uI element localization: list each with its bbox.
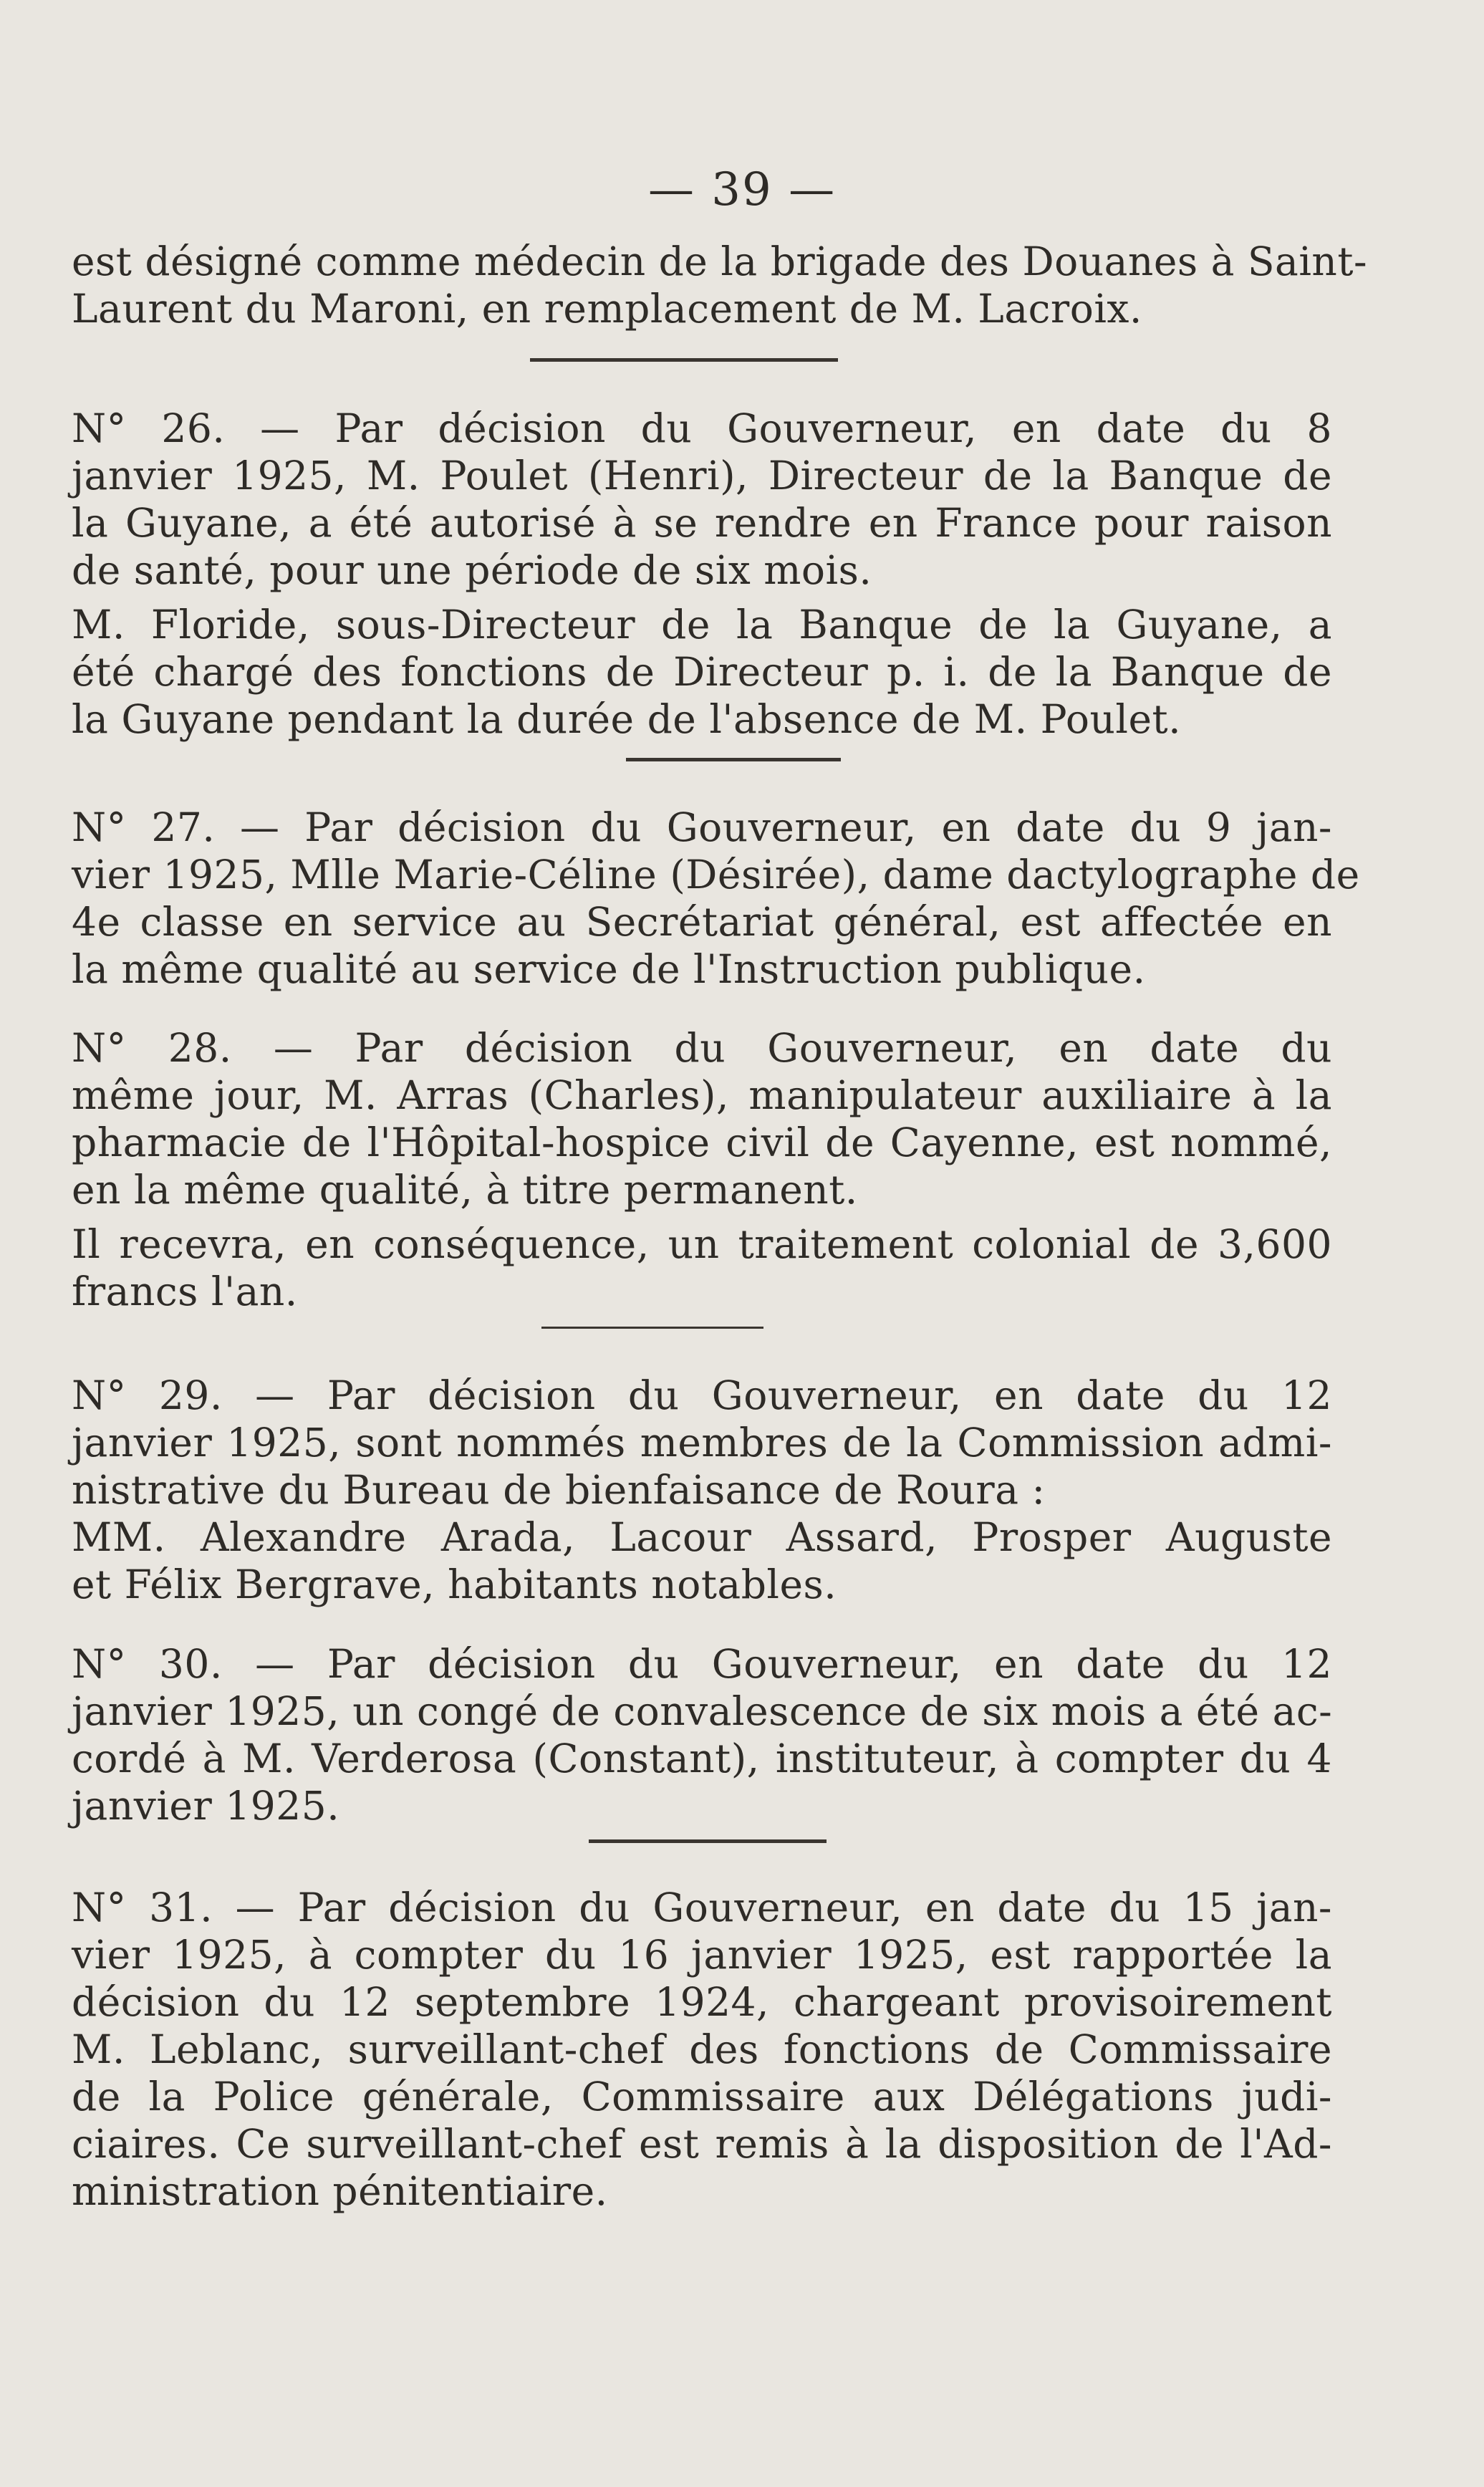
text-line: est désigné comme médecin de la brigade des Douanes à Saint- <box>72 239 1368 284</box>
text-line: été chargé des fonctions de Directeur p. i. de la Banque de <box>72 649 1332 695</box>
text-line: N° 31. — Par décision du Gouverneur, en date du 15 jan- <box>72 1885 1332 1930</box>
separator-rule <box>589 1839 827 1843</box>
text-line: ciaires. Ce surveillant-chef est remis à la disposition de l'Ad- <box>72 2121 1332 2167</box>
paragraph-intro <box>72 238 1368 332</box>
text-line: la Guyane pendant la durée de l'absence de M. Poulet. <box>72 696 1182 742</box>
page-number: — 39 — <box>647 163 837 216</box>
text-line: janvier 1925, un congé de convalescence de six mois a été ac- <box>72 1688 1333 1734</box>
text-line: N° 28. — Par décision du Gouverneur, en date du <box>72 1025 1332 1071</box>
separator-rule <box>530 358 838 362</box>
paragraph-decision-28 <box>72 1024 1332 1315</box>
text-line: la même qualité au service de l'Instruction publique. <box>72 946 1146 992</box>
paragraph-decision-26 <box>72 405 1332 743</box>
text-line: Il recevra, en conséquence, un traitement colonial de 3,600 <box>72 1221 1332 1267</box>
text-line: vier 1925, à compter du 16 janvier 1925, est rapportée la <box>72 1932 1332 1978</box>
text-line: en la même qualité, à titre permanent. <box>72 1167 858 1213</box>
text-line: de santé, pour une période de six mois. <box>72 547 872 593</box>
text-line: même jour, M. Arras (Charles), manipulateur auxiliaire à la <box>72 1072 1332 1118</box>
text-line: nistrative du Bureau de bienfaisance de Roura : <box>72 1467 1046 1513</box>
text-line: janvier 1925, sont nommés membres de la Commission admi- <box>72 1420 1332 1466</box>
text-line: pharmacie de l'Hôpital-hospice civil de Cayenne, est nommé, <box>72 1120 1332 1165</box>
text-line: et Félix Bergrave, habitants notables. <box>72 1562 837 1607</box>
text-line: janvier 1925. <box>72 1783 340 1829</box>
text-line: francs l'an. <box>72 1269 298 1314</box>
text-line: MM. Alexandre Arada, Lacour Assard, Prosper Auguste <box>72 1514 1332 1560</box>
paragraph-decision-29 <box>72 1372 1332 1608</box>
text-line: ministration pénitentiaire. <box>72 2168 608 2214</box>
text-line: N° 26. — Par décision du Gouverneur, en date du 8 <box>72 405 1332 451</box>
text-line: N° 29. — Par décision du Gouverneur, en date du 12 <box>72 1372 1332 1418</box>
text-line: janvier 1925, M. Poulet (Henri), Directeur de la Banque de <box>72 453 1332 499</box>
text-line: de la Police générale, Commissaire aux Délégations judi- <box>72 2074 1332 2120</box>
text-line: N° 30. — Par décision du Gouverneur, en date du 12 <box>72 1641 1332 1687</box>
text-line: M. Leblanc, surveillant-chef des fonctions de Commissaire <box>72 2026 1332 2072</box>
text-line: cordé à M. Verderosa (Constant), instituteur, à compter du 4 <box>72 1736 1332 1781</box>
text-line: N° 27. — Par décision du Gouverneur, en date du 9 jan- <box>72 804 1332 850</box>
text-line: Laurent du Maroni, en remplacement de M. Lacroix. <box>72 286 1142 332</box>
separator-rule <box>541 1327 763 1329</box>
text-line: décision du 12 septembre 1924, chargeant provisoirement <box>72 1979 1332 2025</box>
paragraph-decision-30 <box>72 1640 1332 1829</box>
text-line: 4e classe en service au Secrétariat général, est affectée en <box>72 899 1332 945</box>
paragraph-decision-31 <box>72 1884 1332 2215</box>
text-line: vier 1925, Mlle Marie-Céline (Désirée), dame dactylographe de <box>72 852 1360 898</box>
text-line: M. Floride, sous-Directeur de la Banque de la Guyane, a <box>72 602 1332 648</box>
paragraph-decision-27 <box>72 804 1360 993</box>
separator-rule <box>626 758 841 761</box>
text-line: la Guyane, a été autorisé à se rendre en France pour raison <box>72 500 1332 546</box>
